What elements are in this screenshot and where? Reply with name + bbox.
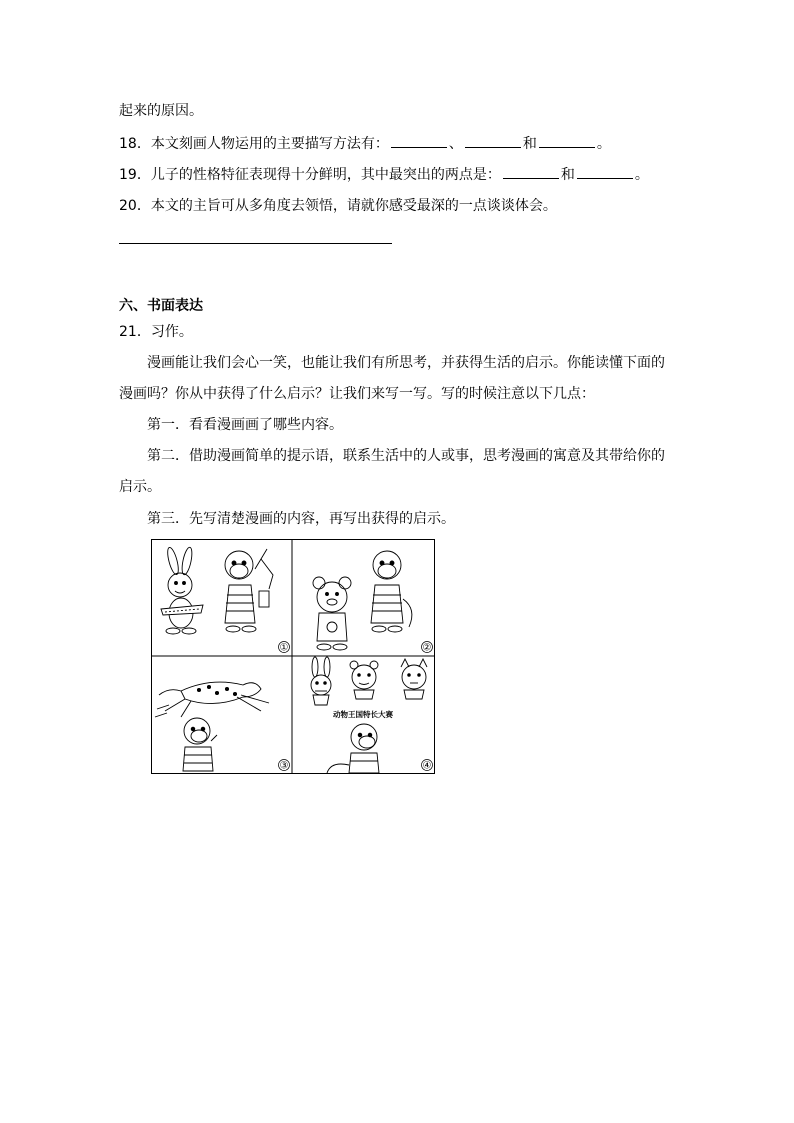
q17-continuation: 起来的原因。 — [119, 103, 203, 119]
q18-blank-2[interactable] — [465, 133, 521, 148]
panel-2 — [313, 551, 433, 654]
q21-point-2-line-2: 启示。 — [119, 479, 161, 495]
leopard-figure — [155, 682, 269, 717]
cat-judge — [401, 659, 427, 699]
panel-4-caption: 动物王国特长大赛 — [333, 710, 393, 719]
q18-end: 。 — [596, 136, 611, 152]
monkey-figure-2 — [371, 551, 412, 632]
panel-2-number: ② — [422, 642, 432, 654]
question-20: 20．本文的主旨可从多角度去领悟，请就你感受最深的一点谈谈体会。 — [119, 198, 557, 214]
question-21-title: 21．习作。 — [119, 324, 193, 340]
panel-4 — [311, 657, 433, 773]
q19-blank-2[interactable] — [577, 164, 633, 179]
bear-figure — [313, 577, 351, 650]
q18-prompt: 18．本文刻画人物运用的主要描写方法有： — [119, 136, 389, 152]
monkey-figure-1 — [225, 549, 273, 632]
comic-strip — [151, 539, 435, 774]
q20-answer-line[interactable] — [119, 243, 392, 244]
section-6-heading: 六、书面表达 — [119, 298, 203, 314]
q18-blank-3[interactable] — [539, 133, 595, 148]
q18-separator-1: 、 — [448, 136, 463, 152]
bear-judge — [350, 661, 378, 699]
q21-point-2-line-1: 第二．借助漫画简单的提示语，联系生活中的人或事，思考漫画的寓意及其带给你的 — [147, 448, 665, 464]
panel-1-number: ① — [279, 642, 289, 654]
q21-point-1: 第一．看看漫画画了哪些内容。 — [147, 417, 343, 433]
monkey-figure-3 — [183, 718, 217, 771]
q19-separator: 和 — [560, 167, 575, 183]
q19-prompt: 19．儿子的性格特征表现得十分鲜明，其中最突出的两点是： — [119, 167, 501, 183]
q21-paragraph-line-1: 漫画能让我们会心一笑，也能让我们有所思考，并获得生活的启示。你能读懂下面的 — [147, 355, 665, 371]
q21-paragraph-line-2: 漫画吗？你从中获得了什么启示？让我们来写一写。写的时候注意以下几点： — [119, 386, 595, 402]
panel-1 — [161, 546, 290, 653]
q21-point-3: 第三．先写清楚漫画的内容，再写出获得的启示。 — [147, 511, 455, 527]
question-19 — [119, 164, 649, 185]
panel-3 — [155, 682, 290, 771]
rabbit-judge — [311, 657, 331, 705]
q18-separator-2: 和 — [522, 136, 537, 152]
q19-blank-1[interactable] — [503, 164, 559, 179]
rabbit-figure — [161, 546, 203, 634]
q18-blank-1[interactable] — [391, 133, 447, 148]
monkey-figure-4 — [327, 724, 379, 773]
q19-end: 。 — [634, 167, 649, 183]
panel-3-number: ③ — [279, 760, 289, 772]
panel-4-number: ④ — [422, 760, 432, 772]
question-18 — [119, 133, 611, 154]
